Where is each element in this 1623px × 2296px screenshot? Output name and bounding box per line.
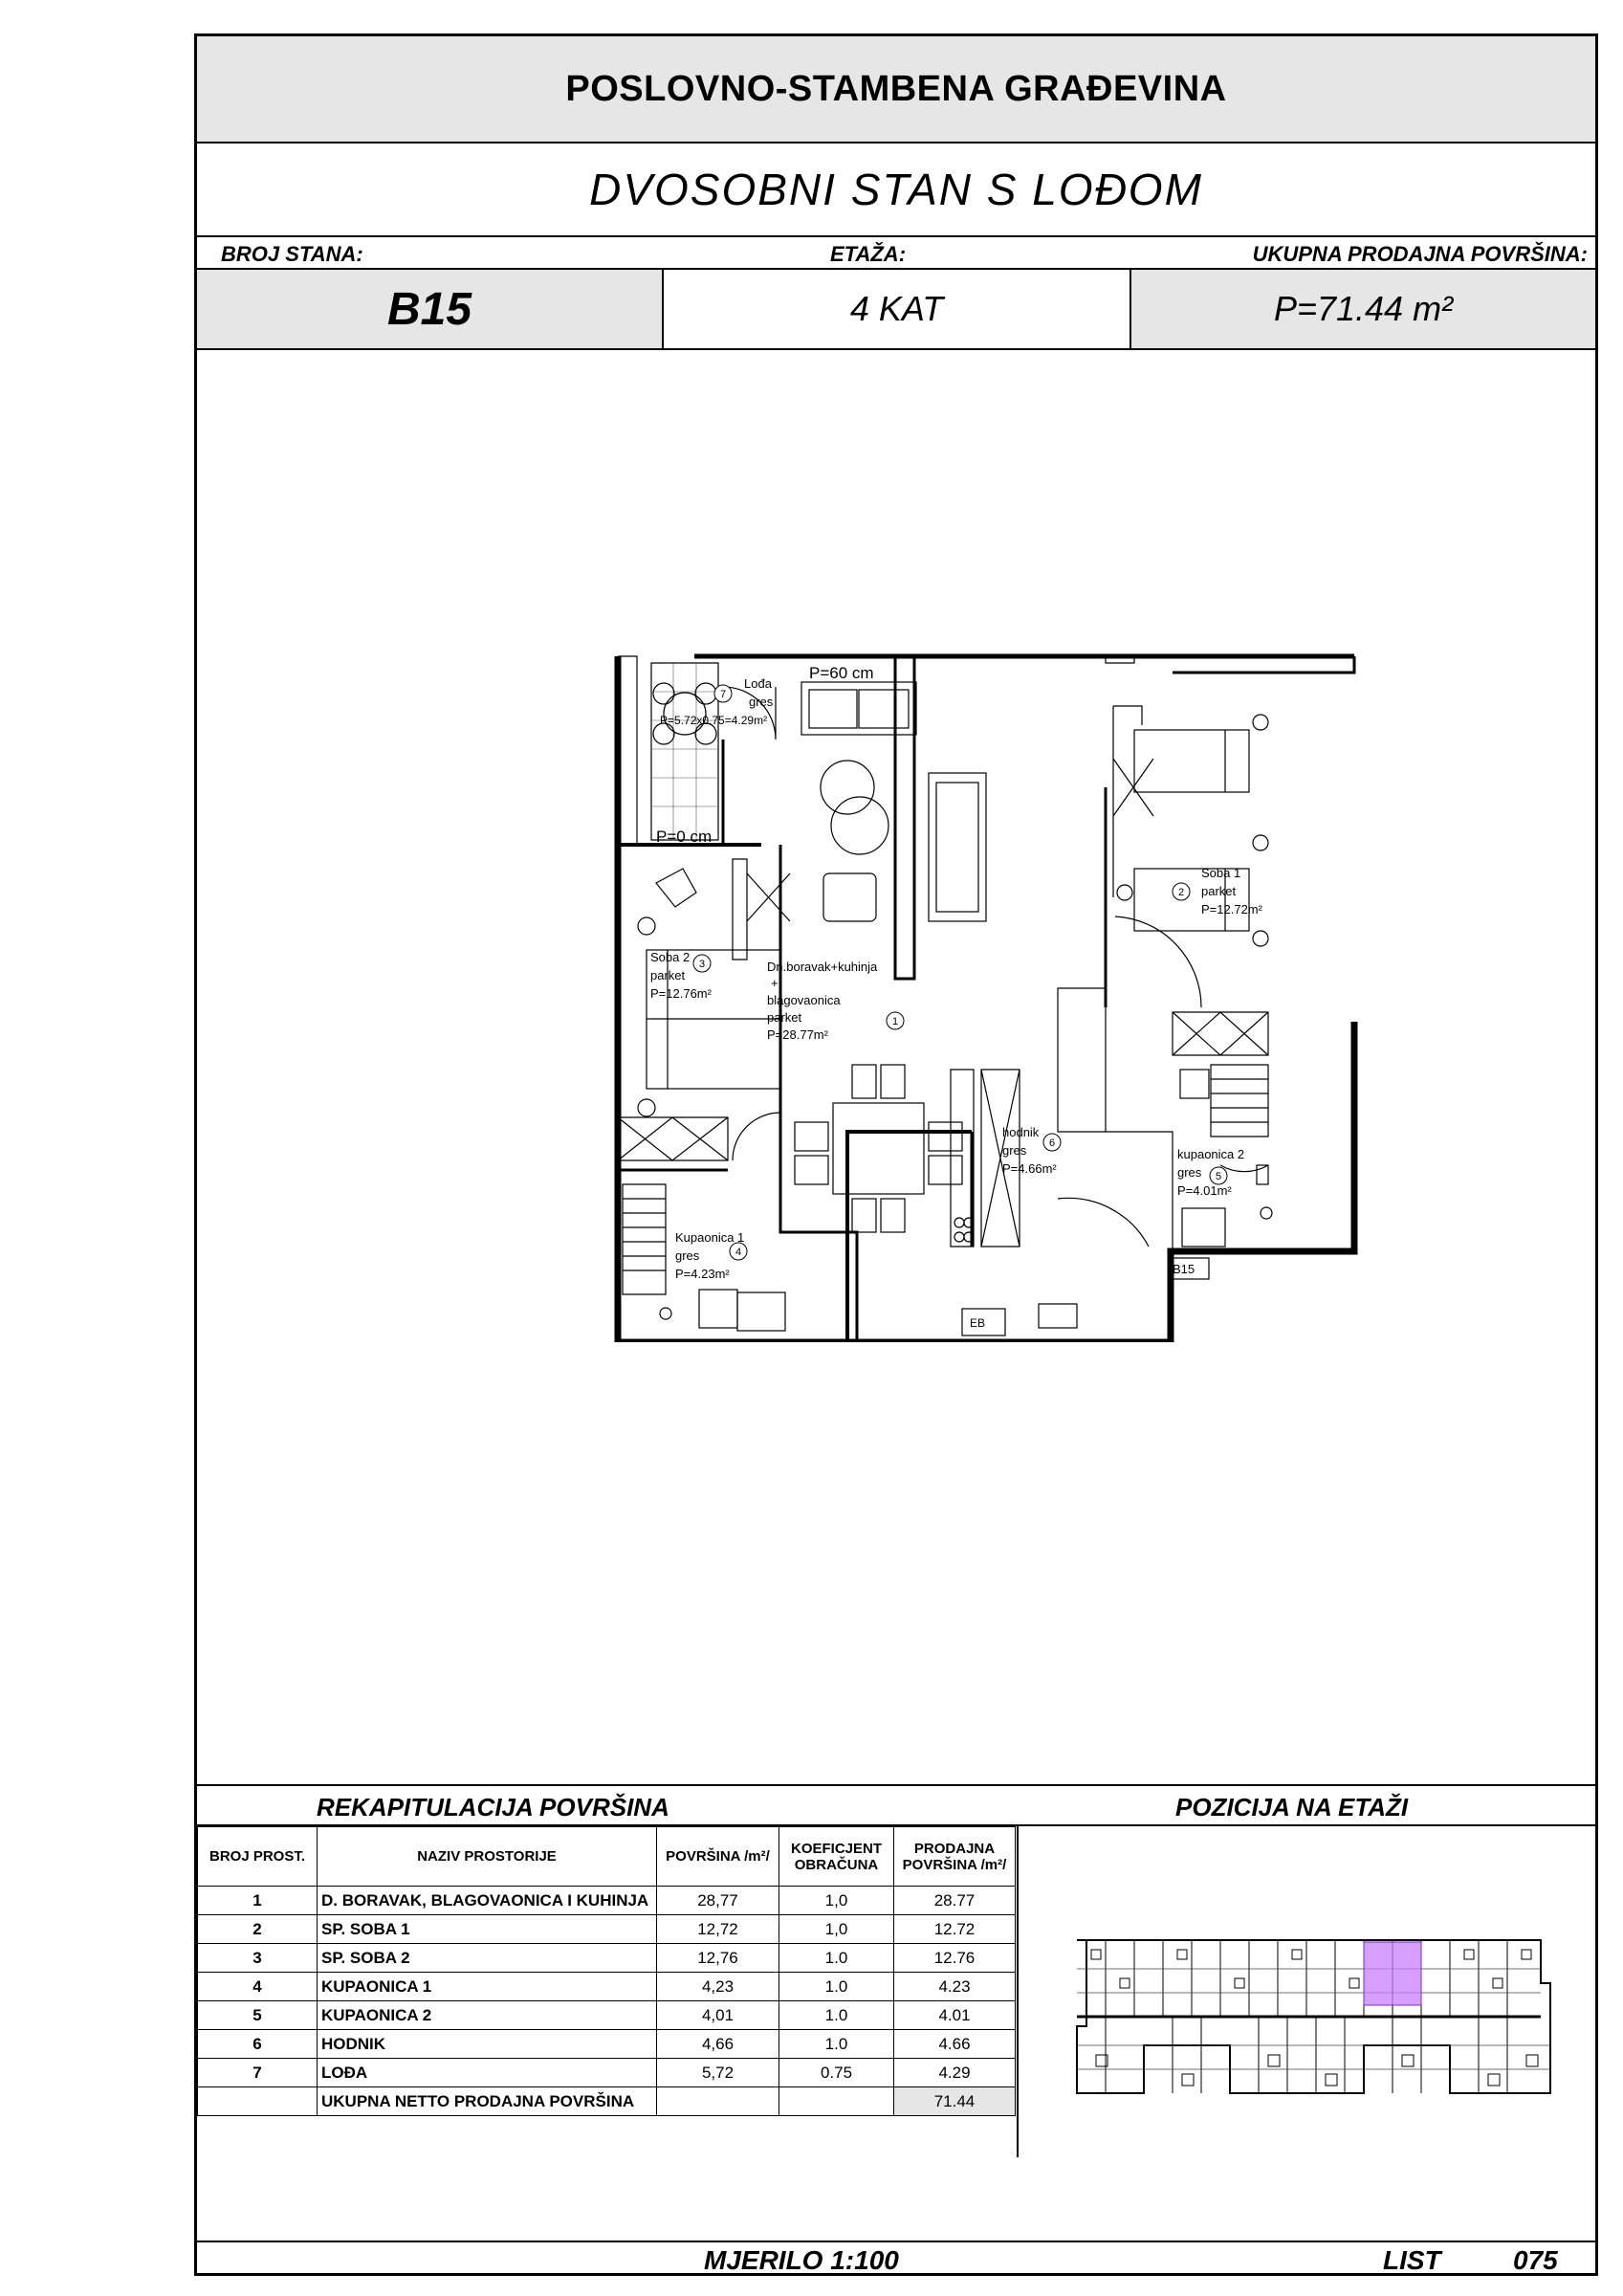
total-value: 71.44 — [894, 2087, 1016, 2116]
room-7-area: P=5.72x0.75=4.29m² — [660, 714, 768, 727]
room-7-floor: gres — [749, 695, 774, 709]
room-4-area: P=4.23m² — [675, 1267, 730, 1281]
sheet-number: 075 — [1513, 2245, 1558, 2275]
unit-tag: B15 — [1173, 1262, 1195, 1276]
table-row: 6 HODNIK 4,66 1.0 4.66 — [198, 2030, 1016, 2059]
room-4-floor: gres — [675, 1248, 700, 1263]
scale: MJERILO 1:100 — [704, 2245, 899, 2275]
footer — [197, 2241, 1595, 2278]
position-title: POZICIJA NA ETAŽI — [1175, 1793, 1409, 1821]
room-3-floor: parket — [650, 968, 686, 982]
table-header-row — [198, 1827, 1016, 1887]
room-4-name: Kupaonica 1 — [675, 1230, 745, 1245]
room-6-floor: gres — [1002, 1143, 1027, 1158]
col-sale: PRODAJNA POVRŠINA /m²/ — [894, 1827, 1016, 1887]
apartment-highlight — [1364, 1942, 1421, 2005]
room-6-number: 6 — [1048, 1137, 1056, 1149]
table-total-row — [198, 2087, 1016, 2116]
table-row: 5 KUPAONICA 2 4,01 1.0 4.01 — [198, 2001, 1016, 2030]
info-values — [197, 270, 1595, 350]
room-2-number: 2 — [1177, 887, 1185, 898]
recap-header — [197, 1784, 1595, 1826]
room-3-area: P=12.76m² — [650, 986, 712, 1001]
table-row: 1 D. BORAVAK, BLAGOVAONICA I KUHINJA 28,77 1,0 28.77 — [198, 1887, 1016, 1915]
room-2-name: Soba 1 — [1201, 866, 1241, 880]
dim-mid: P=0 cm — [656, 828, 713, 846]
info-labels — [197, 237, 1595, 270]
room-3-number: 3 — [698, 959, 706, 970]
room-1-number: 1 — [891, 1016, 899, 1027]
room-2-area: P=12.72m² — [1201, 902, 1262, 916]
apartment-type: DVOSOBNI STAN S LOĐOM — [197, 144, 1595, 237]
room-5-floor: gres — [1177, 1165, 1202, 1180]
area-table — [197, 1826, 1016, 2116]
room-1-floor: parket — [767, 1010, 802, 1025]
room-3-name: Soba 2 — [650, 950, 691, 964]
room-5-area: P=4.01m² — [1177, 1183, 1232, 1198]
total-label: UKUPNA NETTO PRODAJNA POVRŠINA — [318, 2087, 657, 2116]
room-7-name: Lođa — [744, 676, 772, 691]
sheet-label: LIST — [1383, 2245, 1441, 2275]
floor-label: ETAŽA: — [830, 242, 907, 266]
col-coef: KOEFICJENT OBRAČUNA — [779, 1827, 894, 1887]
dim-top: P=60 cm — [809, 664, 874, 682]
drawing-sheet — [194, 33, 1598, 2276]
recap-title: REKAPITULACIJA POVRŠINA — [317, 1793, 669, 1821]
table-row: 2 SP. SOBA 1 12,72 1,0 12.72 — [198, 1915, 1016, 1944]
room-5-number: 5 — [1215, 1171, 1222, 1182]
area-value: P=71.44 m² — [1131, 270, 1595, 348]
floor-plan — [446, 634, 1364, 1342]
col-no: BROJ PROST. — [198, 1827, 318, 1887]
room-1-area: P=28.77m² — [767, 1027, 828, 1042]
room-2-floor: parket — [1201, 884, 1237, 898]
room-5-name: kupaonica 2 — [1177, 1147, 1245, 1161]
room-6-area: P=4.66m² — [1002, 1161, 1057, 1176]
room-7-number: 7 — [719, 689, 727, 700]
room-1-plus: + — [771, 976, 779, 990]
unit-label: BROJ STANA: — [221, 242, 363, 266]
col-name: NAZIV PROSTORIJE — [318, 1827, 657, 1887]
unit-number: B15 — [197, 270, 664, 348]
table-row: 3 SP. SOBA 2 12,76 1.0 12.76 — [198, 1944, 1016, 1973]
key-plan — [1067, 1931, 1565, 2103]
table-row: 4 KUPAONICA 1 4,23 1.0 4.23 — [198, 1973, 1016, 2001]
electric-box-label: EB — [970, 1316, 986, 1330]
recap-divider — [1017, 1826, 1019, 2157]
table-row: 7 LOĐA 5,72 0.75 4.29 — [198, 2059, 1016, 2087]
room-4-number: 4 — [735, 1247, 742, 1258]
floor-value: 4 KAT — [664, 270, 1131, 348]
room-1-name2: blagovaonica — [767, 993, 841, 1007]
project-title: POSLOVNO-STAMBENA GRAĐEVINA — [197, 36, 1595, 144]
col-area: POVRŠINA /m²/ — [657, 1827, 779, 1887]
room-1-name: Dn.boravak+kuhinja — [767, 960, 878, 974]
area-label: UKUPNA PRODAJNA POVRŠINA: — [1252, 242, 1588, 266]
room-6-name: hodnik — [1002, 1125, 1040, 1139]
